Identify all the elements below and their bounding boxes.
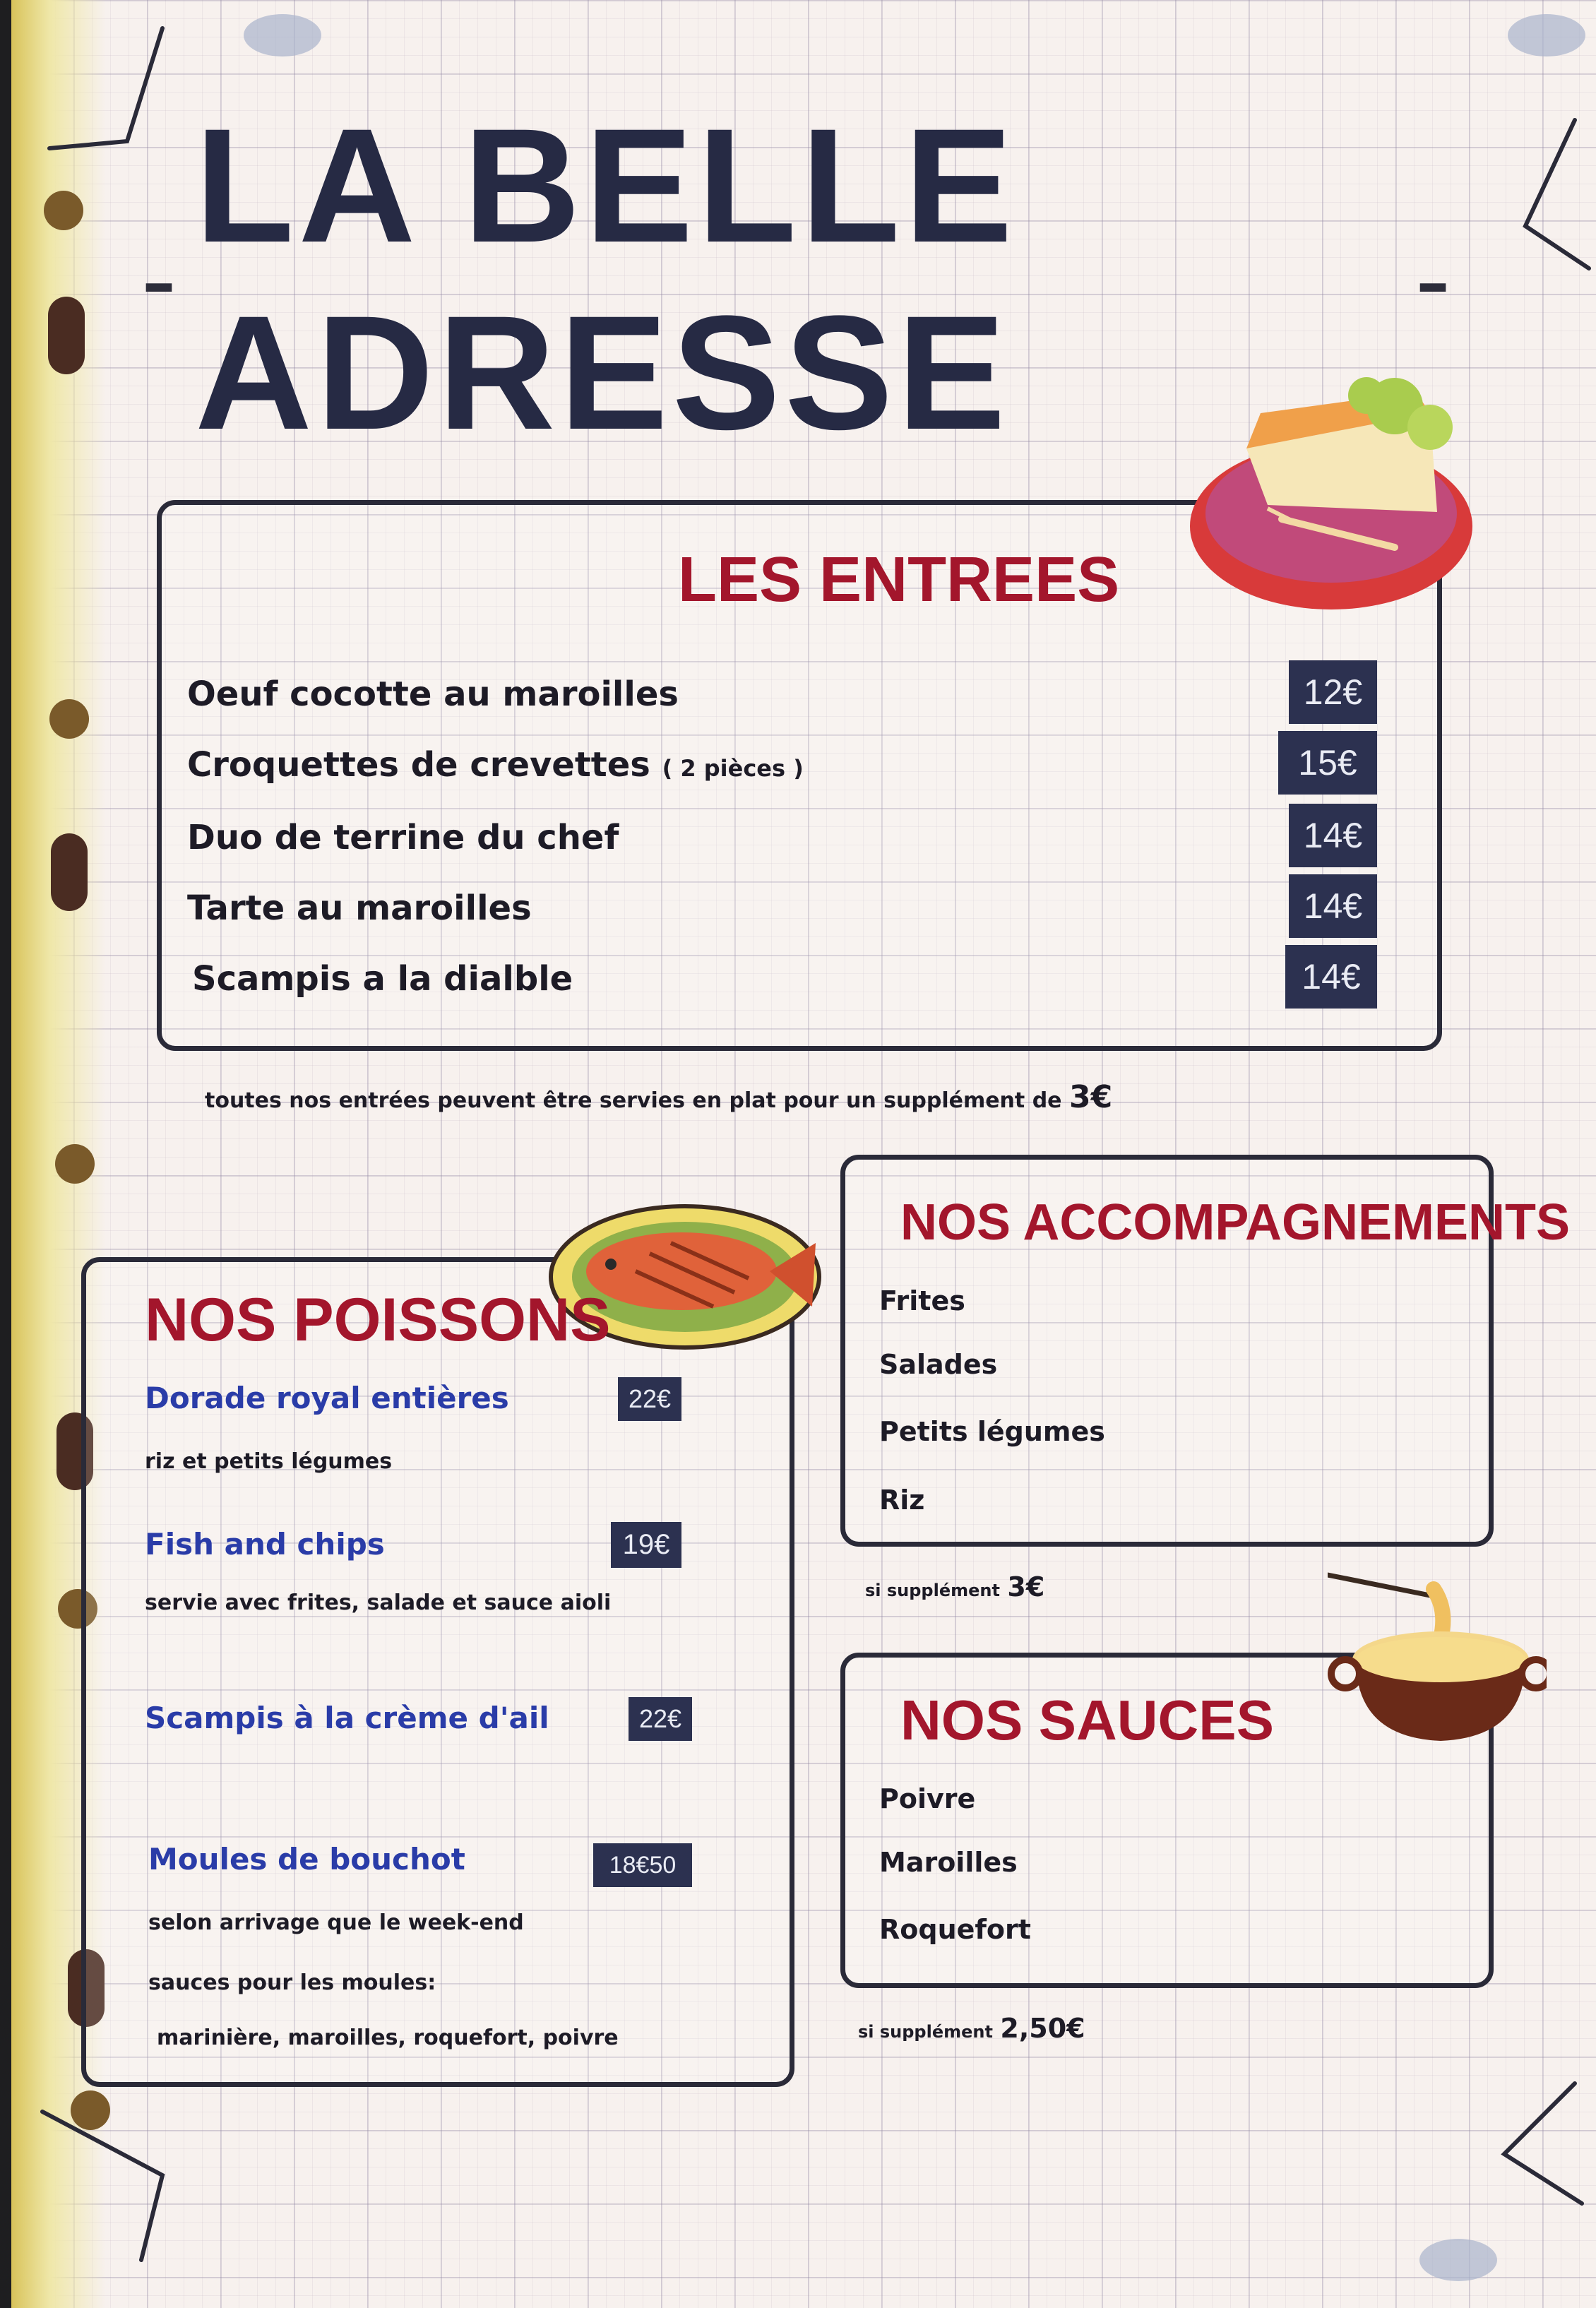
accompagnement-item: Petits légumes [879,1416,1105,1447]
sauce-item: Roquefort [879,1914,1031,1945]
sauce-item: Poivre [879,1783,976,1814]
binder-hole [49,699,89,739]
corner-bracket [1497,106,1596,290]
entrees-note [205,1079,1112,1115]
fish-name: Moules de bouchot [148,1842,465,1876]
sauces-note-text: si supplément [858,2022,993,2042]
fish-price: 22€ [618,1377,681,1421]
accompagnement-item: Frites [879,1285,965,1316]
fish-name: Fish and chips [145,1527,385,1562]
accompagnements-note [865,1571,1044,1602]
restaurant-title [127,95,1469,463]
sauces-heading: NOS SAUCES [900,1689,1274,1751]
pin-mark [1508,14,1585,56]
entree-price: 15€ [1278,731,1377,795]
entree-price: 14€ [1289,874,1377,938]
accompagnements-note-text: si supplément [865,1581,1000,1600]
pin-mark [244,14,321,56]
corner-bracket [21,14,191,169]
entree-name: Tarte au maroilles [187,888,532,928]
title-dash-right: - [1415,219,1455,338]
fish-name: Dorade royal entières [145,1381,509,1415]
fish-description: sauces pour les moules: [148,1970,436,1995]
entree-price: 14€ [1285,945,1377,1009]
entree-name: Scampis a la dialble [192,959,573,999]
fish-description: servie avec frites, salade et sauce aioli [145,1590,612,1615]
accompagnement-item: Salades [879,1349,998,1380]
binder-hole [51,833,88,911]
accompagnements-heading: NOS ACCOMPAGNEMENTS [900,1194,1571,1251]
cake-slice-illustration [1183,364,1487,618]
title-dash-left: - [141,219,181,338]
fish-description: marinière, maroilles, roquefort, poivre [157,2026,619,2050]
entrees-note-text: toutes nos entrées peuvent être servies en plat pour un supplément de [205,1088,1062,1113]
fish-price: 19€ [611,1522,681,1568]
fish-price: 22€ [629,1697,692,1741]
fish-name: Scampis à la crème d'ail [145,1701,549,1735]
corner-bracket [28,2090,184,2274]
fish-price: 18€50 [593,1843,692,1887]
entree-price: 14€ [1289,804,1377,867]
entree-detail: ( 2 pièces ) [662,755,804,782]
poissons-heading: NOS POISSONS [145,1286,611,1354]
binder-hole [55,1144,95,1184]
fish-description: selon arrivage que le week-end [148,1910,524,1935]
sauce-item: Maroilles [879,1847,1018,1878]
entree-name-text: Croquettes de crevettes [187,745,650,785]
binder-hole [48,297,85,374]
restaurant-name: LA BELLE ADRESSE [194,95,1017,463]
fish-description: riz et petits légumes [145,1449,393,1474]
entree-price: 12€ [1289,660,1377,724]
entrees-note-price: 3€ [1068,1079,1113,1115]
sauces-note-price: 2,50€ [1000,2013,1085,2044]
corner-bracket [1483,2062,1589,2232]
accompagnements-note-price: 3€ [1007,1571,1045,1602]
entrees-heading: LES ENTREES [678,545,1120,615]
entree-name: Duo de terrine du chef [187,818,619,857]
entree-name: Oeuf cocotte au maroilles [187,674,679,714]
binder-hole [44,191,83,230]
pin-mark [1419,2239,1497,2281]
sauces-note [858,2013,1085,2044]
cheese-fondue-illustration [1328,1568,1547,1751]
accompagnement-item: Riz [879,1485,925,1516]
entree-name [187,745,804,785]
